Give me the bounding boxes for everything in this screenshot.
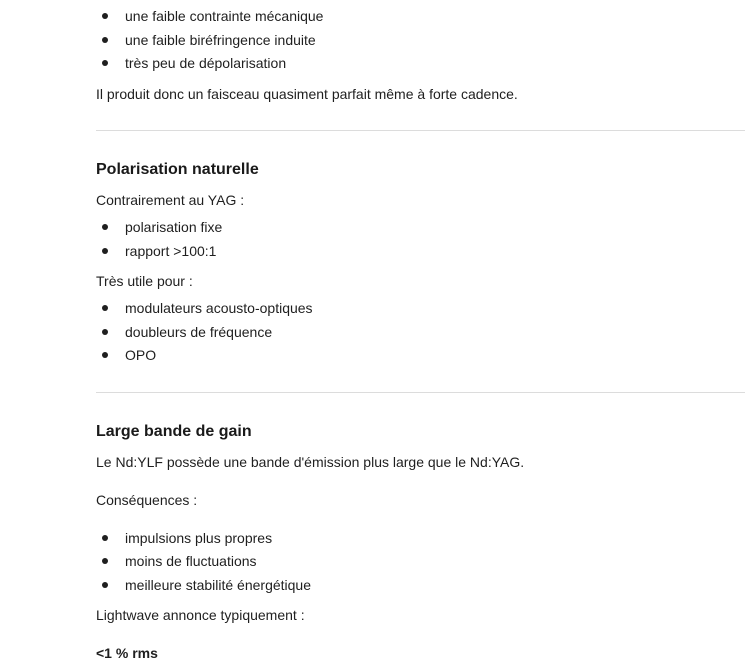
value-rms: <1 % rms — [96, 645, 158, 661]
divider — [96, 130, 745, 131]
bullet-icon — [102, 37, 108, 43]
bullet-icon — [102, 60, 108, 66]
bullet-icon — [102, 305, 108, 311]
bullet-icon — [102, 248, 108, 254]
paragraph-conclusion: Il produit donc un faisceau quasiment parfait même à forte cadence. — [96, 86, 518, 102]
bullet-icon — [102, 13, 108, 19]
section-heading-polarisation: Polarisation naturelle — [96, 161, 259, 178]
paragraph-lightwave: Lightwave annonce typiquement : — [96, 607, 305, 623]
bullet-icon — [102, 352, 108, 358]
bullet-icon — [102, 558, 108, 564]
bullet-icon — [102, 582, 108, 588]
divider — [96, 392, 745, 393]
bullet-icon — [102, 329, 108, 335]
bullet-icon — [102, 535, 108, 541]
paragraph-intro: Contrairement au YAG : — [96, 192, 245, 208]
paragraph-useful-for: Très utile pour : — [96, 273, 193, 289]
section-heading-gain: Large bande de gain — [96, 423, 252, 440]
paragraph-intro: Le Nd:YLF possède une bande d'émission plus large que le Nd:YAG. — [96, 454, 525, 470]
paragraph-consequences: Conséquences : — [96, 492, 198, 508]
bullet-icon — [102, 224, 108, 230]
